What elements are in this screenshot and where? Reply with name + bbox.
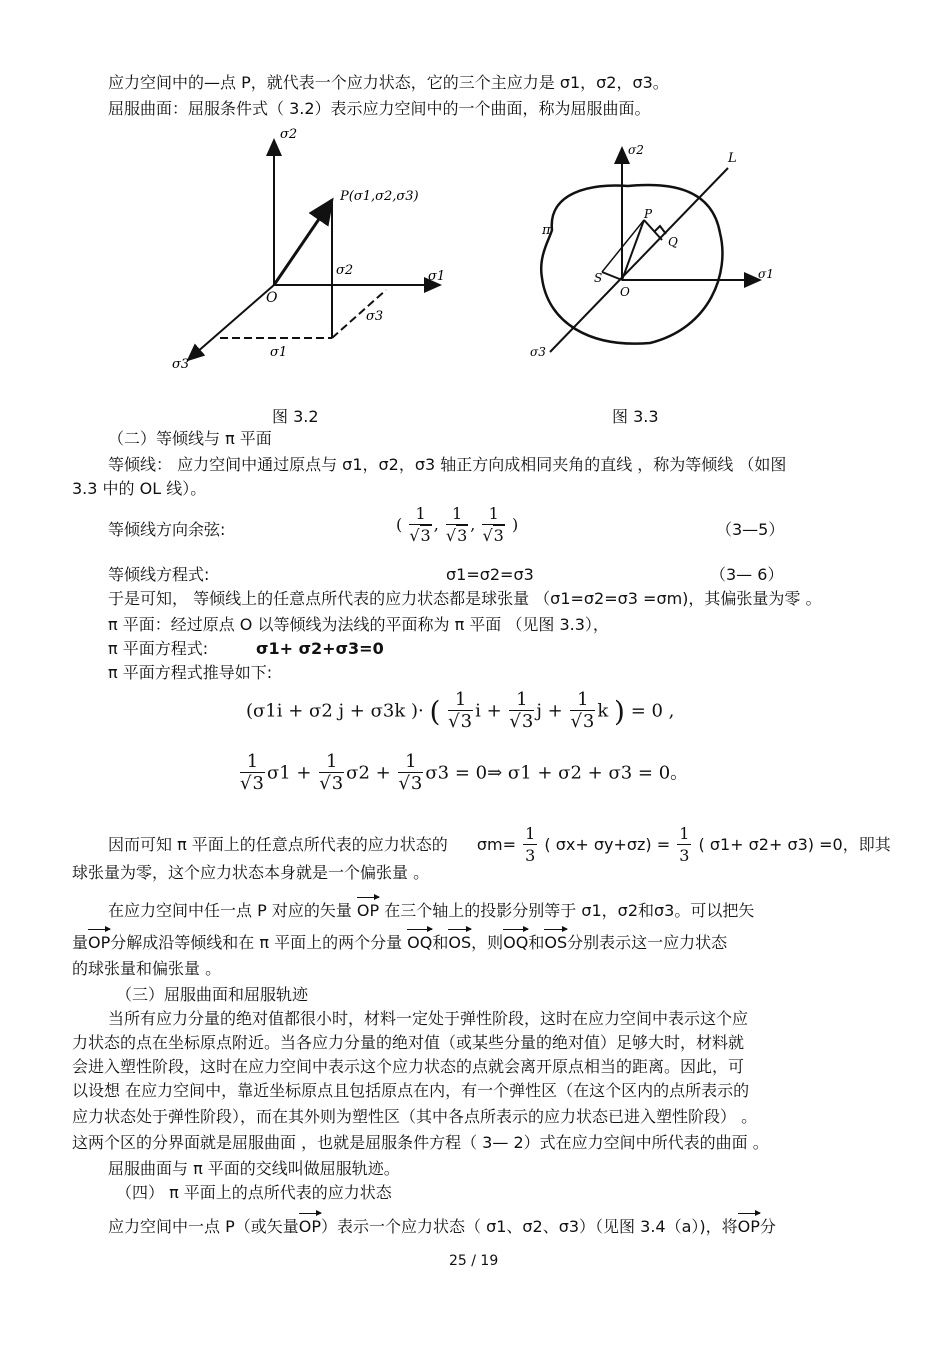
direction-cosine-label: 等倾线方向余弦: xyxy=(108,520,226,539)
pi-plane-equation: σ1+ σ2+σ3=0 xyxy=(256,639,384,658)
sigma1-component-label: σ1 xyxy=(270,345,288,360)
equation-number-3-6: （3— 6） xyxy=(710,565,784,584)
section-2-heading: （二）等倾线与 π 平面 xyxy=(108,429,272,448)
direction-cosine-expression: ( $\frac{1}{√3}$ , $\frac{1}{√3}$ , $\frac{1}{√3}$ ) xyxy=(396,504,519,545)
vector-decomposition-3: 的球张量和偏张量 。 xyxy=(72,959,222,978)
section-3-heading: （三）屈服曲面和屈服轨迹 xyxy=(116,985,309,1004)
page-number: 25 / 19 xyxy=(449,1253,499,1269)
origin-label: O xyxy=(620,285,630,299)
isoclinic-definition: 等倾线： 应力空间中通过原点与 σ1，σ2，σ3 轴正方向成相同夹角的直线 ，称为等倾线 （如图 xyxy=(108,455,787,474)
derivation-equation-a: (σ1i + σ2 j + σ3k )· ( $\frac{1}{√3}$ i + $\frac{1}{√3}$ j + $\frac{1}{√3}$ k ) = 0 , xyxy=(246,689,675,732)
axis-sigma1-label: σ1 xyxy=(428,269,446,284)
vector-oq: OQ xyxy=(503,928,528,954)
origin-label: O xyxy=(266,290,278,306)
sigma2-component-label: σ2 xyxy=(336,263,354,278)
point-p-label: P xyxy=(644,207,653,221)
pi-plane-label: π xyxy=(542,223,551,238)
equation-number-3-5: （3—5） xyxy=(716,520,785,539)
section-4-line-1: 应力空间中一点 P（或矢量OP）表示一个应力状态（ σ1、σ2、σ3）（见图 3.4（a）)，将OP分 xyxy=(108,1212,776,1238)
point-q-label: Q xyxy=(668,235,678,249)
section-3-para-3: 会进入塑性阶段，这时在应力空间中表示这个应力状态的点就会离开原点相当的距离。因此，可 xyxy=(72,1057,745,1076)
derivation-equation-b: $\frac{1}{√3}$ σ1 + $\frac{1}{√3}$ σ2 + $\frac{1}{√3}$ σ3 = 0⇒ σ1 + σ2 + σ3 = 0。 xyxy=(240,751,689,794)
line-l-label: L xyxy=(728,151,737,166)
vector-op: OP xyxy=(88,928,110,954)
conclusion-line-cont: 球张量为零，这个应力状态本身就是一个偏张量 。 xyxy=(72,863,430,882)
section-3-para-6: 这两个区的分界面就是屈服曲面 ，也就是屈服条件方程（ 3— 2）式在应力空间中所代表的曲面 。 xyxy=(72,1133,769,1152)
derivation-intro: π 平面方程式推导如下: xyxy=(108,663,273,682)
figure-3-2 xyxy=(160,122,490,392)
pi-plane-definition: π 平面：经过原点 O 以等倾线为法线的平面称为 π 平面 （见图 3.3）， xyxy=(108,615,609,634)
isoclinic-definition-cont: 3.3 中的 OL 线）。 xyxy=(72,479,207,498)
spherical-tensor-statement: 于是可知， 等倾线上的任意点所代表的应力状态都是球张量 （σ1=σ2=σ3 =σm)，其偏张量为零 。 xyxy=(108,589,822,608)
axis-sigma3-label: σ3 xyxy=(530,345,546,359)
vector-op: OP xyxy=(299,1212,321,1238)
conclusion-line: 因而可知 π 平面上的任意点所代表的应力状态的 σm= $\frac{1}{3}$ ( σx+ σy+σz) = $\frac{1}{3}$ ( σ1+ σ2+ σ3) =0，即其 xyxy=(108,824,891,865)
axis-sigma3-label: σ3 xyxy=(172,357,190,372)
vector-op: OP xyxy=(738,1212,760,1238)
axis-sigma1-label: σ1 xyxy=(758,267,774,281)
vector-os: OS xyxy=(448,928,471,954)
section-3-para-4: 以设想 在应力空间中，靠近坐标原点且包括原点在内，有一个弹性区（在这个区内的点所表示的 xyxy=(72,1081,750,1100)
intro-line-1: 应力空间中的—点 P，就代表一个应力状态，它的三个主应力是 σ1，σ2，σ3。 xyxy=(108,73,669,92)
figure-3-2-caption: 图 3.2 xyxy=(272,407,319,426)
vector-os: OS xyxy=(544,928,567,954)
section-3-para-1: 当所有应力分量的绝对值都很小时，材料一定处于弹性阶段，这时在应力空间中表示这个应 xyxy=(108,1009,749,1028)
section-3-para-7: 屈服曲面与 π 平面的交线叫做屈服轨迹。 xyxy=(108,1159,400,1178)
sigma3-component-label: σ3 xyxy=(366,309,384,324)
section-3-para-5: 应力状态处于弹性阶段），而在其外则为塑性区（其中各点所表示的应力状态已进入塑性阶段） 。 xyxy=(72,1107,758,1126)
figure-3-3-caption: 图 3.3 xyxy=(612,407,659,426)
section-4-heading: （四） π 平面上的点所代表的应力状态 xyxy=(116,1183,392,1202)
point-p-label: P(σ1,σ2,σ3) xyxy=(340,189,419,204)
section-3-para-2: 力状态的点在坐标原点附近。当各应力分量的绝对值（或某些分量的绝对值）足够大时，材料就 xyxy=(72,1033,745,1052)
figure-3-3 xyxy=(520,138,780,368)
pi-plane-equation-label: π 平面方程式: xyxy=(108,639,209,658)
axis-sigma2-label: σ2 xyxy=(628,143,644,157)
vector-oq: OQ xyxy=(407,928,432,954)
isoclinic-equation: σ1=σ2=σ3 xyxy=(446,565,534,584)
isoclinic-equation-label: 等倾线方程式: xyxy=(108,565,210,584)
intro-line-2: 屈服曲面：屈服条件式（ 3.2）表示应力空间中的一个曲面，称为屈服曲面。 xyxy=(108,99,651,118)
point-s-label: S xyxy=(594,271,603,285)
vector-decomposition-1: 在应力空间中任一点 P 对应的矢量 OP 在三个轴上的投影分别等于 σ1，σ2和σ3。可以把矢 xyxy=(108,896,754,922)
axis-sigma2-label: σ2 xyxy=(280,127,298,142)
vector-op: OP xyxy=(357,896,379,922)
vector-decomposition-2: 量OP分解成沿等倾线和在 π 平面上的两个分量 OQ和OS，则OQ和OS分别表示这一应力状态 xyxy=(72,928,727,954)
